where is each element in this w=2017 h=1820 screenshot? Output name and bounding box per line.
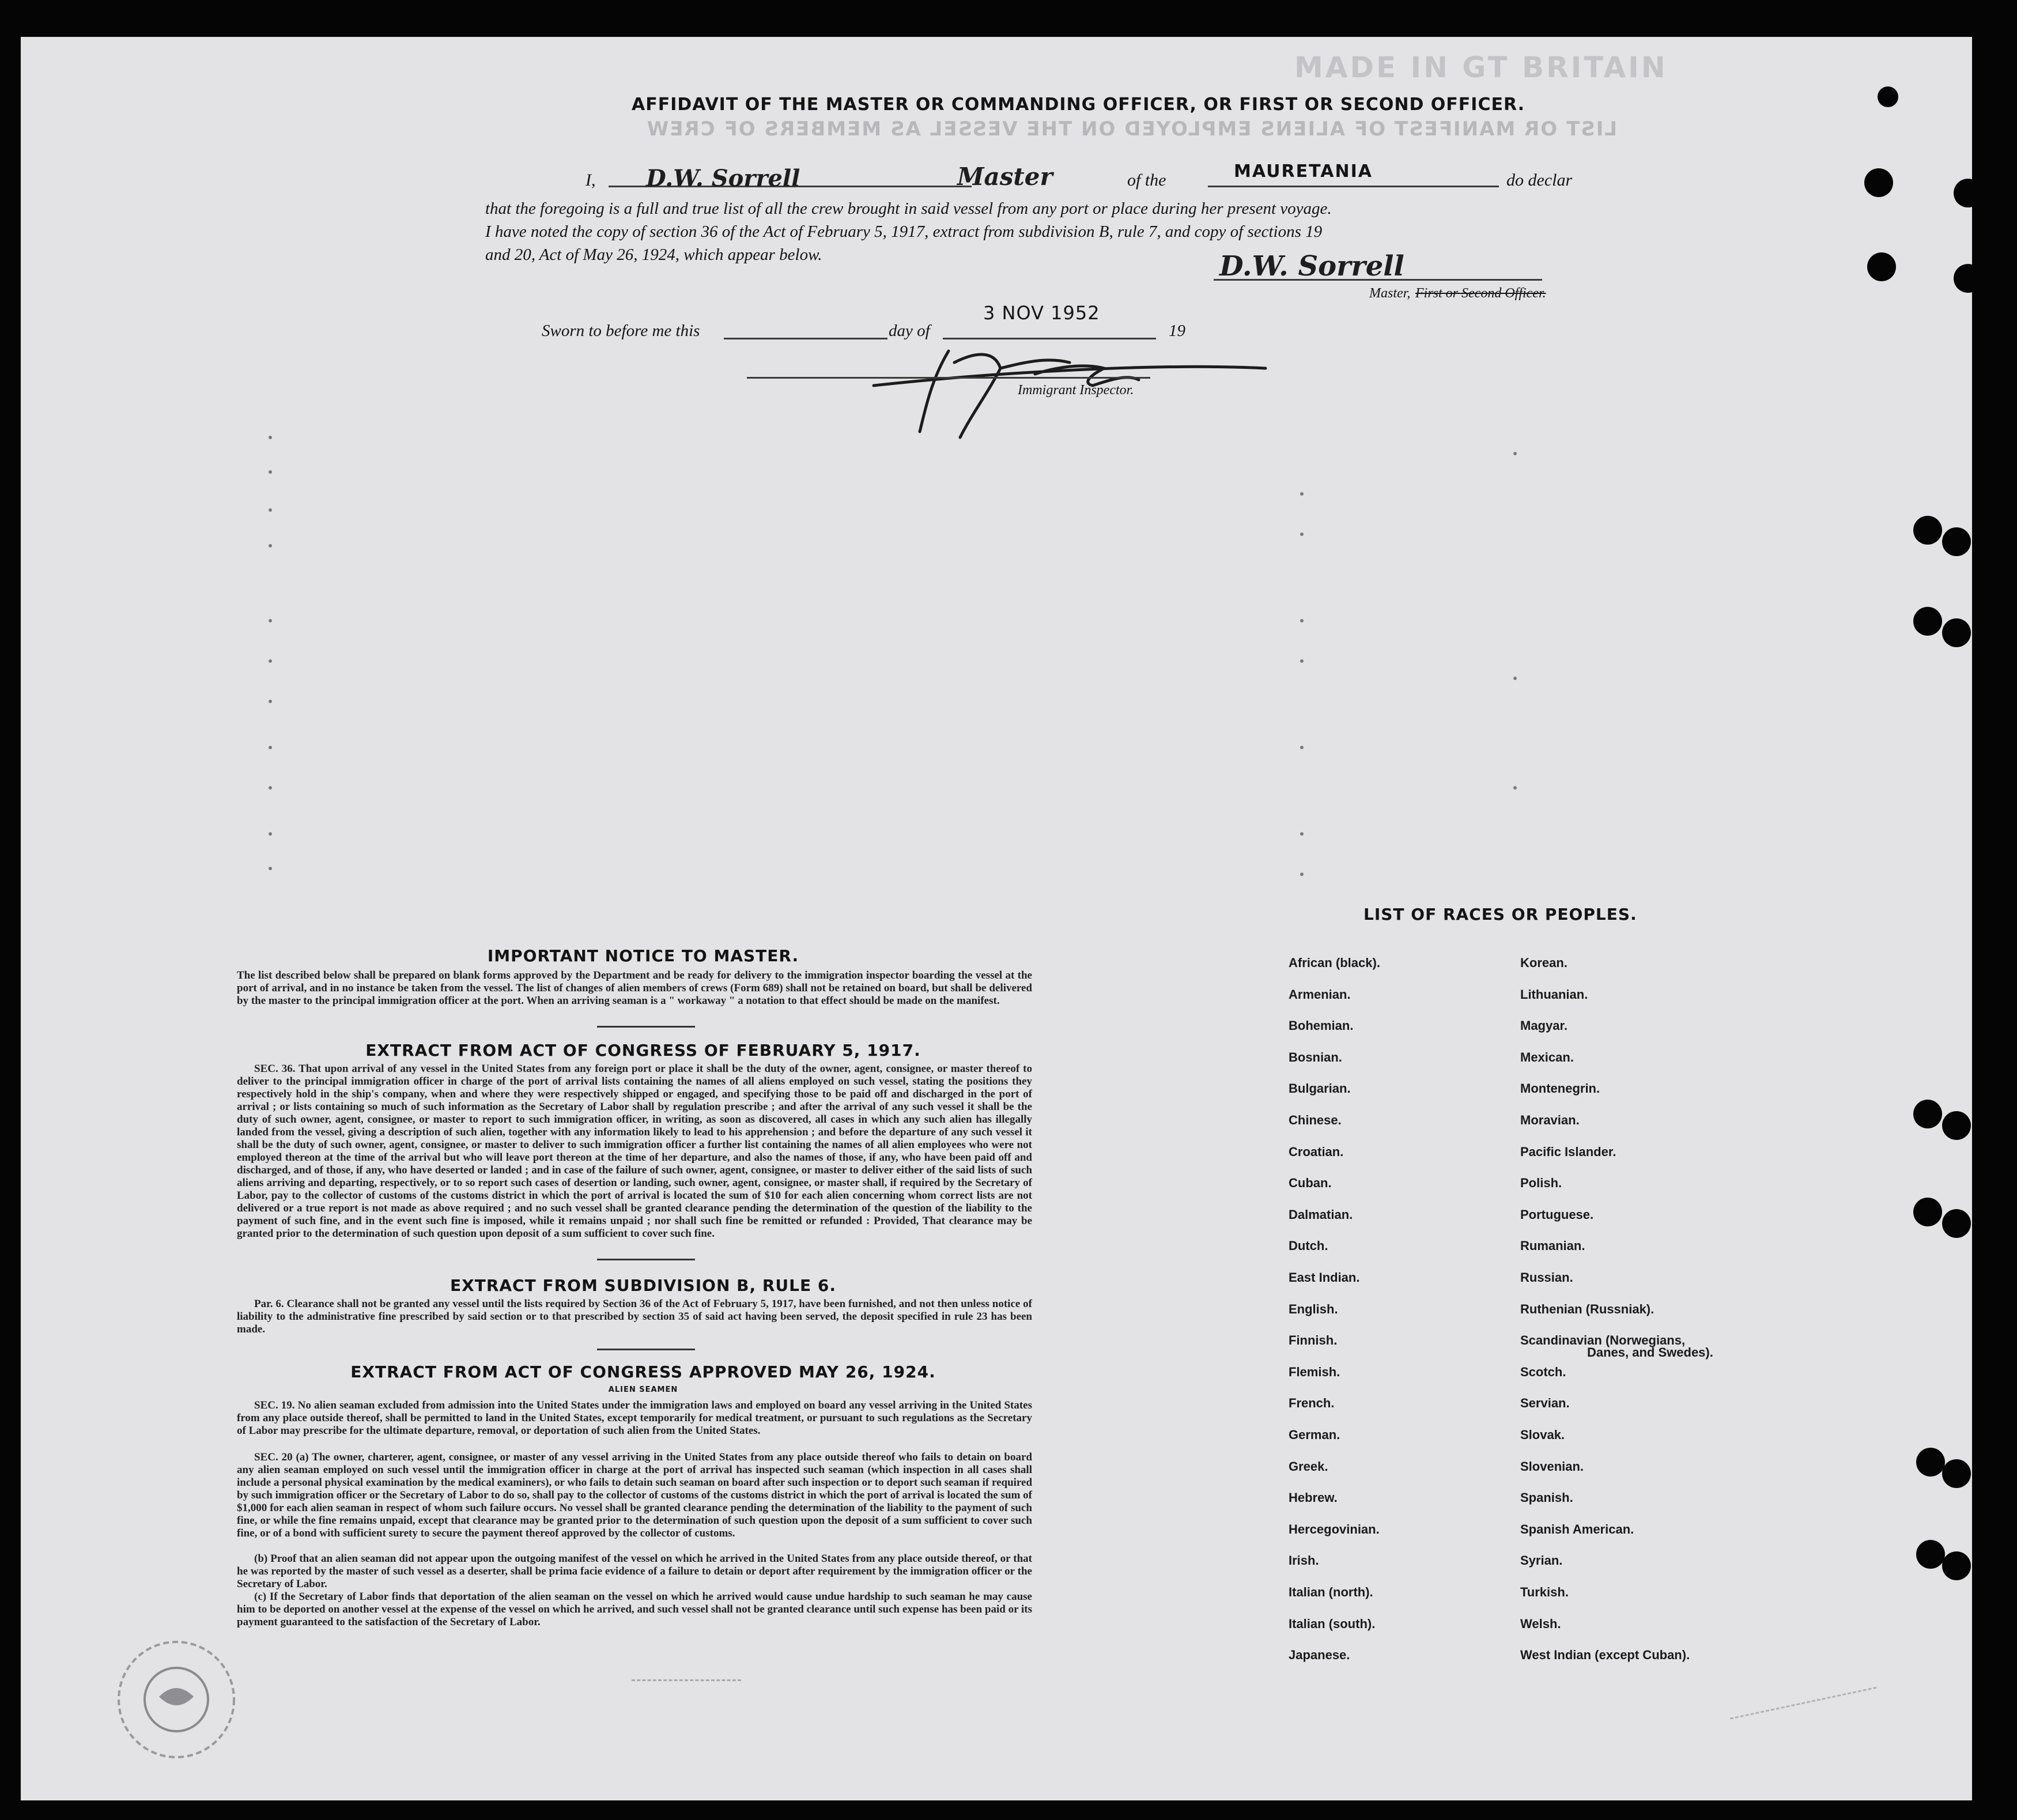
master-signature-line — [1214, 279, 1542, 281]
vessel-name: MAURETANIA — [1234, 161, 1373, 182]
race-item: African (black). — [1289, 956, 1380, 970]
do-declare-label: do declar — [1506, 171, 1573, 190]
race-item: Greek. — [1289, 1459, 1328, 1474]
punch-hole — [1913, 607, 1942, 636]
race-item: Italian (south). — [1289, 1617, 1376, 1631]
race-item: Syrian. — [1520, 1553, 1563, 1568]
race-item: French. — [1289, 1396, 1335, 1410]
punch-hole — [1916, 1540, 1945, 1569]
affidavit-line-1: that the foregoing is a full and true list of all the crew brought in said vessel from any port or place during her present voyage. — [485, 199, 1332, 218]
sec20a-body: SEC. 20 (a) The owner, charterer, agent, consignee, or master of any vessel arriving in the United States from any place outside thereof who fails to detain on board any alien seaman employed on such vessel until the immigration officer in charge at the port of arrival has inspected such seaman (which inspection in all cases shall include a personal physical examination by the medical examiners), or who fails to detain such seaman on board after such inspection or to deport such seaman if required by such immigration officer or the Secretary of Labor to do so, shall pay to the collector of customs of the customs district in which the port of arrival is located the sum of $1,000 for each alien seaman in respect of whom such failure occurs. No vessel shall be granted clearance pending the determination of the liability to the payment of such fine, or while the fine remains unpaid, except that clearance may be granted prior to the determination of such question upon the deposit of a sum sufficient to cover such fine, or of a bond with sufficient surety to secure the payment thereof approved by the collector of customs. — [237, 1451, 1033, 1539]
bleed-mark — [1513, 677, 1517, 680]
affidavit-title: AFFIDAVIT OF THE MASTER OR COMMANDING OFFICER, OR FIRST OR SECOND OFFICER. — [632, 95, 1525, 115]
affidavit-line-3: and 20, Act of May 26, 1924, which appear below. — [485, 246, 822, 264]
bleed-mark — [1513, 786, 1517, 790]
race-item: Hebrew. — [1289, 1490, 1338, 1505]
divider — [597, 1349, 695, 1350]
inspector-line — [747, 377, 1150, 379]
race-item: Spanish. — [1520, 1490, 1573, 1505]
race-item: Mexican. — [1520, 1050, 1574, 1064]
divider — [597, 1026, 695, 1028]
seal-stamp — [90, 1628, 263, 1772]
punch-hole — [1913, 516, 1942, 545]
made-in-watermark: MADE IN GT BRITAIN — [1294, 51, 1668, 84]
struck-officer-label: First or Second Officer. — [1415, 286, 1546, 301]
extract-1917-title: EXTRACT FROM ACT OF CONGRESS OF FEBRUARY 5, 1917. — [365, 1041, 921, 1060]
race-item: Scandinavian (Norwegians, — [1520, 1333, 1686, 1347]
sec19-body: SEC. 19. No alien seaman excluded from admission into the United States under the immigration laws and employed on board any vessel arriving in the United States from any place outside thereof, shall be permitted to land in the United States, except temporarily for medical treatment, or pursuant to such regulations as the Secretary of Labor may prescribe for the ultimate departure, removal, or deportation of such alien from the United States. — [237, 1399, 1032, 1437]
document-sheet — [21, 37, 1972, 1800]
bleed-mark — [1300, 746, 1304, 749]
bleed-mark — [269, 470, 272, 474]
bleed-mark — [1300, 659, 1304, 663]
race-item: Slovak. — [1520, 1428, 1565, 1442]
punch-hole — [1942, 1209, 1971, 1238]
race-item: Bulgarian. — [1289, 1081, 1351, 1096]
race-item: Rumanian. — [1520, 1238, 1585, 1253]
punch-hole — [1878, 86, 1898, 107]
mirrored-title: LIST OR MANIFEST OF ALIENS EMPLOYED ON THE VESSEL AS MEMBERS OF CREW — [645, 118, 1617, 141]
bleed-mark — [269, 700, 272, 703]
bleed-mark — [269, 436, 272, 439]
of-the-label: of the — [1127, 171, 1166, 190]
bleed-mark — [269, 746, 272, 749]
rule6-title: EXTRACT FROM SUBDIVISION B, RULE 6. — [450, 1276, 836, 1295]
bleed-mark — [269, 619, 272, 622]
ghost-stamp — [1726, 1670, 1876, 1719]
punch-hole — [1942, 618, 1971, 647]
bleed-mark — [1300, 619, 1304, 622]
race-scandinavian-continued: Danes, and Swedes). — [1587, 1345, 1713, 1360]
rule6-body: Par. 6. Clearance shall not be granted any vessel until the lists required by Section 36 of the Act of February 5, 1917, have been furnished, and not then unless notice of liability to the administrative fine prescribed by said section or to that prescribed by section 35 of said act having been served, the deposit specified in rule 23 has been made. — [237, 1298, 1032, 1335]
race-item: Hercegovinian. — [1289, 1522, 1380, 1536]
race-item: Italian (north). — [1289, 1585, 1373, 1599]
faint-stamp-mark — [632, 1679, 741, 1698]
affidavit-line-2: I have noted the copy of section 36 of the Act of February 5, 1917, extract from subdivision B, rule 7, and copy of sections 19 — [485, 222, 1323, 241]
race-item: Ruthenian (Russniak). — [1520, 1302, 1655, 1316]
sec20c-body: (c) If the Secretary of Labor finds that deportation of the alien seaman on the vessel on which he arrived would cause undue hardship to such seaman he may cause him to be deported on another vessel at the expense of the vessel on which he arrived, and such vessel shall not be granted clearance until such expense has been paid or its payment guaranteed to the satisfaction of the Secretary of Labor. — [237, 1591, 1032, 1628]
race-item: Portuguese. — [1520, 1207, 1594, 1222]
notice-body: The list described below shall be prepared on blank forms approved by the Department and be ready for delivery to the immigration inspector boarding the vessel at the port of arrival, and in no instance be taken from the vessel. The list of changes of alien members of crews (Form 689) shall not be retained on board, but shall be delivered by the master to the principal immigration officer at the port. When an arriving seaman is a " workaway " a notation to that effect should be made on the manifest. — [237, 969, 1032, 1007]
race-item: Turkish. — [1520, 1585, 1569, 1599]
race-item: Spanish American. — [1520, 1522, 1634, 1536]
race-item: German. — [1289, 1428, 1340, 1442]
race-item: Pacific Islander. — [1520, 1145, 1616, 1159]
punch-hole — [1954, 179, 1982, 207]
extract-1924-title: EXTRACT FROM ACT OF CONGRESS APPROVED MAY 26, 1924. — [350, 1362, 936, 1381]
race-item: Dutch. — [1289, 1238, 1328, 1253]
punch-hole — [1942, 1551, 1971, 1580]
race-item: Finnish. — [1289, 1333, 1338, 1347]
race-item: Chinese. — [1289, 1113, 1342, 1127]
affidavit-i-label: I, — [586, 171, 596, 190]
race-item: Croatian. — [1289, 1145, 1344, 1159]
race-item: Polish. — [1520, 1176, 1562, 1190]
vessel-line — [1208, 186, 1499, 187]
day-of-label: day of — [889, 322, 930, 340]
race-item: English. — [1289, 1302, 1338, 1316]
rank-handwritten: Master — [957, 163, 1053, 191]
race-item: Irish. — [1289, 1553, 1319, 1568]
master-signature: D.W. Sorrell — [1219, 250, 1404, 282]
race-item: Scotch. — [1520, 1365, 1566, 1379]
punch-hole — [1864, 168, 1893, 197]
extract-1924-subtitle: ALIEN SEAMEN — [608, 1385, 678, 1394]
year-prefix: 19 — [1169, 322, 1185, 340]
race-item: Magyar. — [1520, 1018, 1567, 1033]
race-item: Korean. — [1520, 956, 1567, 970]
race-item: Moravian. — [1520, 1113, 1580, 1127]
race-item: Servian. — [1520, 1396, 1570, 1410]
punch-hole — [1942, 1111, 1971, 1140]
race-item: Slovenian. — [1520, 1459, 1584, 1474]
punch-hole — [1913, 1100, 1942, 1128]
bleed-mark — [269, 659, 272, 663]
race-item: Welsh. — [1520, 1617, 1561, 1631]
race-item: Cuban. — [1289, 1176, 1332, 1190]
punch-hole — [1942, 1459, 1971, 1488]
sec20b-body: (b) Proof that an alien seaman did not appear upon the outgoing manifest of the vessel on which he arrived in the United States from any place outside thereof, or that he was reported by the master of such vessel as a deserter, shall be prima facie evidence of a failure to detain or deport after requirement by the immigration officer or the Secretary of Labor. — [237, 1553, 1032, 1590]
bleed-mark — [269, 832, 272, 836]
bleed-mark — [1300, 832, 1304, 836]
race-item: Montenegrin. — [1520, 1081, 1600, 1096]
race-item: Japanese. — [1289, 1648, 1350, 1662]
bleed-mark — [1513, 452, 1517, 455]
master-label: Master, — [1369, 286, 1411, 301]
bleed-mark — [1300, 492, 1304, 496]
bleed-mark — [269, 508, 272, 512]
race-item: Flemish. — [1289, 1365, 1340, 1379]
punch-hole — [1942, 527, 1971, 556]
race-item: Bohemian. — [1289, 1018, 1354, 1033]
inspector-signature-text — [885, 348, 887, 349]
bleed-mark — [269, 867, 272, 870]
race-item: Dalmatian. — [1289, 1207, 1353, 1222]
divider — [597, 1259, 695, 1260]
bleed-mark — [1300, 533, 1304, 536]
race-item: Armenian. — [1289, 987, 1351, 1002]
race-item: Lithuanian. — [1520, 987, 1588, 1002]
bleed-mark — [269, 544, 272, 547]
race-item: Bosnian. — [1289, 1050, 1342, 1064]
notice-title: IMPORTANT NOTICE TO MASTER. — [487, 946, 799, 965]
master-name-handwritten: D.W. Sorrell — [646, 165, 800, 192]
bleed-mark — [1300, 873, 1304, 876]
punch-hole — [1916, 1448, 1945, 1477]
inspector-label: Immigrant Inspector. — [1018, 383, 1134, 398]
punch-hole — [1913, 1198, 1942, 1226]
race-item: West Indian (except Cuban). — [1520, 1648, 1690, 1662]
race-item: East Indian. — [1289, 1270, 1360, 1285]
races-title: LIST OF RACES OR PEOPLES. — [1363, 905, 1637, 924]
bleed-mark — [269, 786, 272, 790]
date-stamp: 3 NOV 1952 — [983, 302, 1100, 324]
sworn-label: Sworn to before me this — [542, 322, 700, 340]
extract-1917-body: SEC. 36. That upon arrival of any vessel in the United States from any foreign port or place it shall be the duty of the owner, agent, consignee, or master thereof to deliver to the principal immigration officer in charge of the port of arrival lists containing the names of all aliens employed on such vessel, stating the positions they respectively hold in the ship's company, when and where they were respectively shipped or engaged, and specifying those to be paid off and discharged in the port of arrival ; or lists containing so much of such information as the Secretary of Labor shall by regulation prescribe ; and after the arrival of any such vessel it shall be the duty of such owner, agent, consignee, or master to report to such immigration officer, in writing, as soon as discovered, all cases in which any such alien has illegally landed from the vessel, giving a description of such alien, together with any information likely to lead to his apprehension ; and before the departure of any such vessel it shall be the duty of such owner, agent, consignee, or master to deliver to such immigration officer a further list containing the names of all alien employees who were not employed thereon at the time of the arrival but who will leave port thereon at the time of her departure, and also the names of those, if any, who have been paid off and discharged, and of those, if any, who have deserted or landed ; and in case of the failure of such owner, agent, consignee, or master to deliver either of the said lists of such aliens arriving and departing, respectively, or to so report such cases of desertion or landing, such owner, agent, consignee, or master shall, if required by the Secretary of Labor, pay to the collector of customs of the customs district in which the port of arrival is located the sum of $10 for each alien concerning whom correct lists are not delivered or a true report is not made as above required ; and no such vessel shall be granted clearance pending the determination of the question of the liability to the payment of such fine, and in the event such fine is imposed, while it remains unpaid ; nor shall such fine be remitted or refunded : Provided, That clearance may be granted prior to the determination of such question upon deposit of a sum sufficient to cover such fine. — [237, 1063, 1032, 1240]
punch-hole — [1954, 264, 1982, 293]
punch-hole — [1867, 252, 1896, 281]
race-item: Russian. — [1520, 1270, 1573, 1285]
